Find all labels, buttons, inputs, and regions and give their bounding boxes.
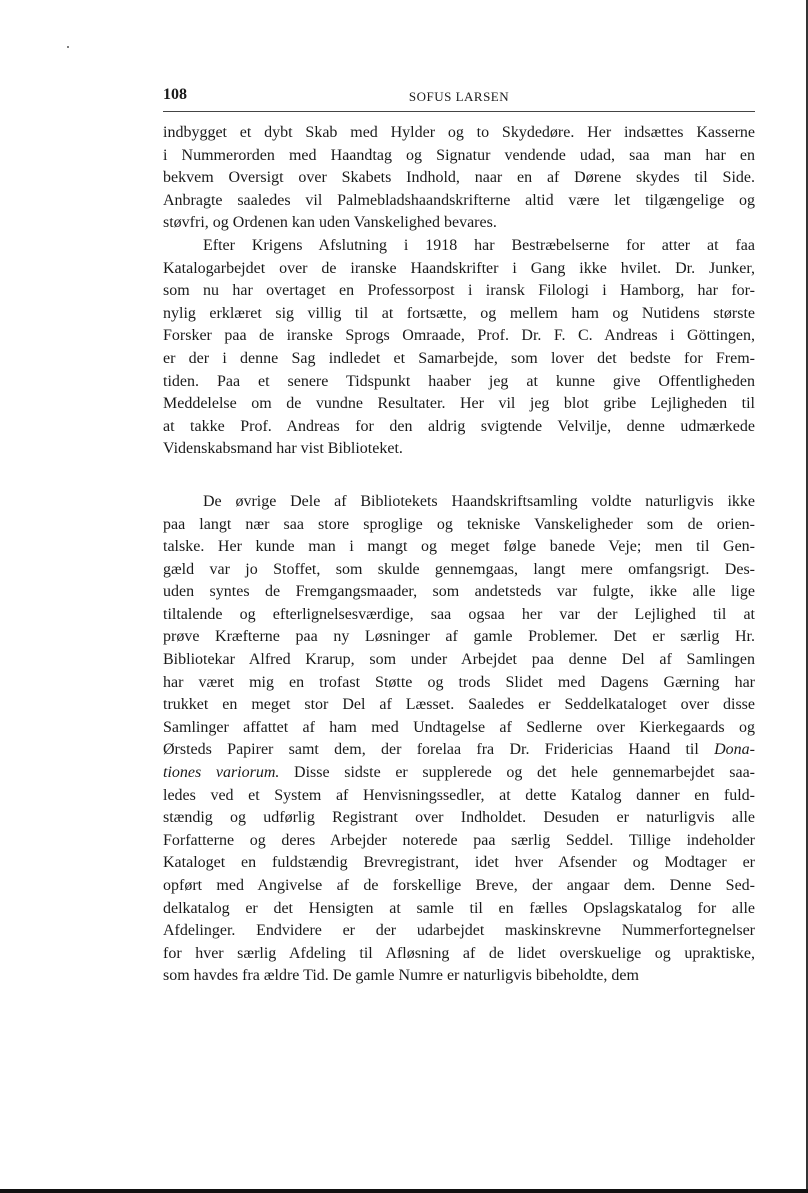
text-segment: uden syntes de Fremgangsmaader, som andetsteds var fulgte, ikke alle lige (163, 583, 755, 601)
text-segment: delkatalog er det Hensigten at samle til en fælles Opslagskatalog for alle (163, 899, 755, 917)
text-line (163, 145, 755, 168)
text-segment: støvfri, og Ordenen kan uden Vanskelighed bevares. (163, 214, 497, 232)
text-line (163, 717, 755, 740)
text-segment: Bibliotekar Alfred Krarup, som under Arbejdet paa denne Del af Samlingen (163, 651, 755, 669)
text-segment: Afdelinger. Endvidere er der udarbejdet maskinskrevne Nummerfortegnelser (163, 922, 755, 940)
text-line (163, 559, 755, 582)
text-line (163, 604, 755, 627)
text-segment: paa langt nær saa store sproglige og tekniske Vanskeligheder som de orien- (163, 515, 755, 533)
text-segment: for hver særlig Afdeling til Afløsning af de lidet overskuelige og upraktiske, (163, 944, 755, 962)
paragraph (163, 122, 755, 235)
text-line (163, 280, 755, 303)
text-segment: tiden. Paa et senere Tidspunkt haaber jeg at kunne give Offentligheden (163, 372, 755, 390)
text-segment: Forfatterne og deres Arbejder noterede paa særlig Seddel. Tillige indeholder (163, 831, 755, 849)
text-segment: nylig erklæret sig villig til at fortsætte, og mellem ham og Nutidens største (163, 304, 755, 322)
italic-text: tiones variorum. (163, 764, 280, 782)
text-line (163, 393, 755, 416)
text-segment: tiltalende og efterlignelsesværdige, saa ogsaa her var der Lejlighed til at (163, 605, 755, 623)
text-line (163, 672, 755, 695)
text-segment: Disse sidste er supplerede og det hele gennemarbejdet saa- (279, 764, 756, 782)
text-segment: stændig og udførlig Registrant over Indholdet. Desuden er naturligvis alle (163, 809, 755, 827)
text-segment: at takke Prof. Andreas for den aldrig svigtende Velvilje, denne udmærkede (163, 417, 755, 435)
text-line (163, 212, 755, 235)
text-line (163, 898, 755, 921)
paragraph (163, 235, 755, 461)
text-segment: Meddelelse om de vundne Resultater. Her vil jeg blot gribe Lejligheden til (163, 395, 755, 413)
text-segment: Efter Krigens Afslutning i 1918 har Bestræbelserne for atter at faa (203, 236, 755, 254)
text-line (163, 649, 755, 672)
text-segment: ledes ved et System af Henvisningssedler, at dette Katalog danner en fuld- (163, 786, 755, 804)
text-segment: Anbragte saaledes vil Palmebladshaandskrifterne altid være let tilgængelige og (163, 191, 755, 209)
text-line (163, 943, 755, 966)
text-segment: trukket en meget stor Del af Læsset. Saaledes er Seddelkataloget over disse (163, 696, 755, 714)
text-line (163, 438, 755, 461)
text-line (163, 875, 755, 898)
scan-bottom-edge (0, 1189, 808, 1193)
text-line (163, 325, 755, 348)
text-segment: prøve Kræfterne paa ny Løsninger af gamle Problemer. Det er særlig Hr. (163, 628, 755, 646)
text-line (163, 762, 755, 785)
text-segment: talske. Her kunde man i mangt og meget følge banede Veje; men til Gen- (163, 538, 755, 556)
text-segment: Kataloget en fuldstændig Brevregistrant, idet hver Afsender og Modtager er (163, 854, 755, 872)
text-segment: Katalogarbejdet over de iranske Haandskrifter i Gang ikke hvilet. Dr. Junker, (163, 259, 755, 277)
italic-text: Dona- (714, 741, 755, 759)
text-line (163, 491, 755, 514)
text-segment: gæld var jo Stoffet, som skulde gennemgaas, langt mere omfangsrigt. Des- (163, 560, 755, 578)
text-line (163, 694, 755, 717)
text-segment: opført med Angivelse af de forskellige Breve, der angaar dem. Denne Sed- (163, 877, 755, 894)
text-line (163, 785, 755, 808)
text-line (163, 416, 755, 439)
page-header (163, 86, 755, 110)
text-segment: Forsker paa de iranske Sprogs Omraade, Prof. Dr. F. C. Andreas i Göttingen, (163, 327, 755, 345)
text-line (163, 167, 755, 190)
text-line (163, 348, 755, 371)
text-segment: i Nummerorden med Haandtag og Signatur vendende udad, saa man har en (163, 146, 755, 164)
scan-speck (67, 46, 69, 48)
text-line (163, 830, 755, 853)
text-line (163, 739, 755, 762)
text-line (163, 371, 755, 394)
text-segment: som nu har overtaget en Professorpost i iransk Filologi i Hamborg, har for- (163, 282, 755, 300)
running-title: SOFUS LARSEN (408, 89, 510, 104)
text-line (163, 536, 755, 559)
page-body (163, 122, 755, 988)
text-line (163, 190, 755, 213)
header-rule (163, 111, 755, 112)
text-segment: er der i denne Sag indledet et Samarbejde, som lover det bedste for Frem- (163, 349, 755, 367)
text-segment: indbygget et dybt Skab med Hylder og to Skydedøre. Her indsættes Kasserne (163, 124, 755, 141)
text-segment: Ørsteds Papirer samt dem, der forelaa fra Dr. Fridericias Haand til (163, 741, 715, 759)
text-line (163, 626, 755, 649)
text-line (163, 852, 755, 875)
text-segment: bekvem Oversigt over Skabets Indhold, naar en af Dørene skydes til Side. (163, 169, 755, 187)
text-segment: Samlinger affattet af ham med Undtagelse af Sedlerne over Kierkegaards og (163, 718, 755, 736)
text-line (163, 122, 755, 145)
text-segment: Videnskabsmand har vist Biblioteket. (163, 440, 403, 458)
text-line (163, 807, 755, 830)
text-line (163, 235, 755, 258)
text-line (163, 258, 755, 281)
text-line (163, 920, 755, 943)
text-line (163, 965, 755, 988)
page-number: 108 (163, 86, 187, 103)
text-segment: har været mig en trofast Støtte og trods Slidet med Dagens Gærning har (163, 673, 755, 691)
text-line (163, 303, 755, 326)
text-line (163, 514, 755, 537)
text-line (163, 581, 755, 604)
text-segment: som havdes fra ældre Tid. De gamle Numre er naturligvis bibeholdte, dem (163, 967, 639, 985)
text-segment: De øvrige Dele af Bibliotekets Haandskriftsamling voldte naturligvis ikke (203, 492, 755, 510)
paragraph (163, 491, 755, 988)
